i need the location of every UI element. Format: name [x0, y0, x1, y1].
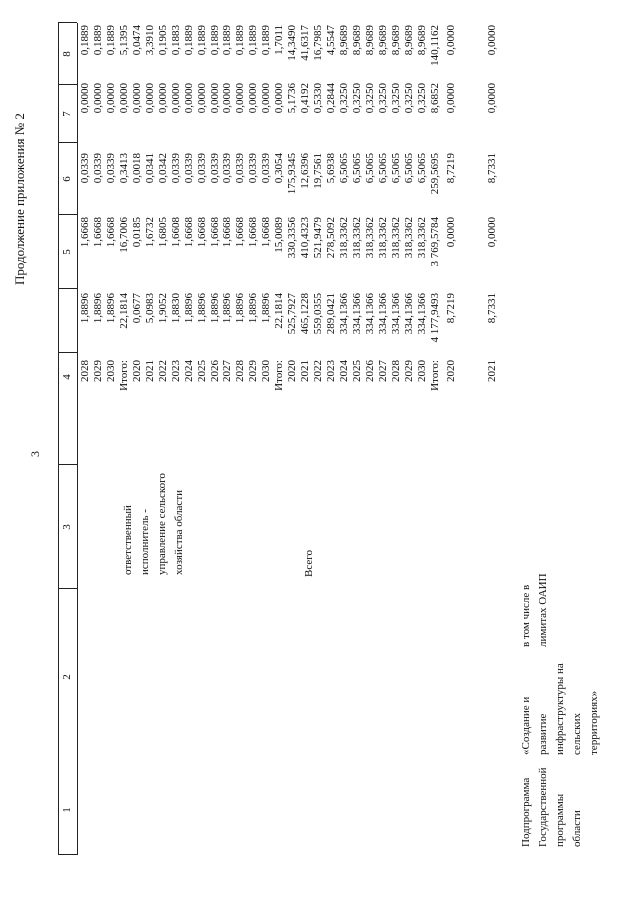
total-label: Всего	[303, 550, 315, 577]
value-cell-c8: 0,1889	[182, 25, 195, 56]
value-cell-c4: 1,8896	[260, 293, 273, 324]
value-cell-c7: 0,3250	[350, 83, 363, 114]
value-cell-c5: 318,3362	[389, 217, 402, 259]
value-cell-c7: 0,3250	[402, 83, 415, 114]
value-cell-c6: 0,0339	[260, 153, 273, 184]
year-cell: 2021	[143, 360, 156, 382]
value-cell-c5: 1,6668	[104, 217, 117, 248]
header-bottom-border	[77, 23, 78, 855]
value-cell-c8: 0,0474	[130, 25, 143, 56]
value-cell-c7: 0,5330	[312, 83, 325, 114]
value-cell-c7: 0,0000	[195, 83, 208, 114]
value-cell-c7: 0,0000	[104, 83, 117, 114]
value-cell-c4: 334,1366	[376, 293, 389, 335]
value-cell-c7: 0,0000	[444, 83, 457, 114]
value-cell-c6: 0,0339	[234, 153, 247, 184]
value-cell-c4: 334,1366	[338, 293, 350, 335]
value-cell-c8: 0,1905	[156, 25, 169, 56]
value-cell-c8: 0,1889	[260, 25, 273, 56]
value-cell-c4: 5,0983	[143, 293, 156, 324]
value-cell-c8: 14,3490	[286, 25, 299, 61]
value-cell-c4: 22,1814	[117, 293, 130, 329]
value-cell-c5: 3 769,5784	[428, 217, 441, 267]
value-cell-c4: 465,1228	[299, 293, 312, 335]
value-cell-c4: 0,0677	[130, 293, 143, 324]
column-number-7: 7	[61, 111, 73, 117]
value-cell-c7: 0,3250	[338, 83, 350, 114]
year-cell: Итого:	[428, 360, 441, 391]
value-cell-c5: 1,6668	[234, 217, 247, 248]
column-number-6: 6	[61, 176, 73, 182]
value-cell-c6: 0,0018	[130, 153, 143, 184]
year-cell: 2025	[350, 360, 363, 382]
value-cell-c5: 1,6732	[143, 217, 156, 248]
value-cell-c6: 6,5065	[415, 153, 428, 184]
value-cell-c5: 318,3362	[415, 217, 428, 259]
year-cell: 2024	[182, 360, 195, 382]
subprogram-label: Подпрограмма Государственной программы области	[520, 767, 583, 847]
value-cell-c5: 1,6668	[182, 217, 195, 248]
value-cell-c8: 8,9689	[415, 25, 428, 56]
table-row	[144, 23, 156, 855]
value-cell-c7: 0,0000	[221, 83, 234, 114]
year-cell: 2020	[444, 360, 457, 382]
value-cell-c4: 334,1366	[415, 293, 428, 335]
table-top-border	[58, 23, 59, 855]
value-cell-c7: 0,3250	[376, 83, 389, 114]
value-cell-c8: 5,1395	[117, 25, 130, 56]
column-number-1: 1	[61, 807, 73, 813]
value-cell-c7: 0,0000	[234, 83, 247, 114]
year-cell: 2024	[338, 360, 350, 382]
year-cell: 2026	[208, 360, 221, 382]
value-cell-c7: 0,0000	[208, 83, 221, 114]
value-cell-c8: 8,9689	[363, 25, 376, 56]
value-cell-c7: 0,0000	[169, 83, 182, 114]
value-cell-c7: 0,0000	[485, 83, 498, 114]
value-cell-c4: 1,8896	[208, 293, 221, 324]
value-cell-c6: 12,6396	[299, 153, 312, 189]
value-cell-c8: 0,0000	[485, 25, 498, 56]
value-cell-c7: 0,0000	[182, 83, 195, 114]
value-cell-c6: 8,7219	[444, 153, 457, 184]
year-cell: 2021	[299, 360, 312, 382]
value-cell-c6: 0,3413	[117, 153, 130, 184]
subprogram-name: «Создание и развитие инфраструктуры на сельских территориях»	[520, 663, 600, 755]
value-cell-c4: 4 177,9493	[428, 293, 441, 343]
value-cell-c7: 0,3250	[363, 83, 376, 114]
year-cell: 2025	[195, 360, 208, 382]
value-cell-c6: 6,5065	[350, 153, 363, 184]
year-cell: 2027	[376, 360, 389, 382]
table-row	[234, 23, 246, 855]
value-cell-c6: 0,0339	[182, 153, 195, 184]
value-cell-c7: 0,3250	[415, 83, 428, 114]
table-row	[416, 23, 428, 855]
value-cell-c7: 0,0000	[79, 83, 91, 114]
value-cell-c6: 0,0339	[169, 153, 182, 184]
year-cell: 2028	[79, 360, 91, 382]
value-cell-c8: 0,1889	[234, 25, 247, 56]
responsible-executor: ответственный исполнитель - управление сельского хозяйства области	[122, 473, 185, 575]
value-cell-c6: 0,0341	[143, 153, 156, 184]
table-row	[338, 23, 350, 855]
value-cell-c7: 0,0000	[247, 83, 260, 114]
year-cell: 2021	[485, 360, 498, 382]
value-cell-c8: 8,9689	[389, 25, 402, 56]
value-cell-c6: 0,3054	[273, 153, 286, 184]
value-cell-c8: 8,9689	[402, 25, 415, 56]
value-cell-c5: 318,3362	[402, 217, 415, 259]
value-cell-c5: 318,3362	[363, 217, 376, 259]
table-row	[486, 23, 498, 855]
value-cell-c4: 1,8830	[169, 293, 182, 324]
year-cell: 2030	[260, 360, 273, 382]
value-cell-c5: 0,0185	[130, 217, 143, 248]
value-cell-c7: 0,0000	[273, 83, 286, 114]
value-cell-c5: 1,6805	[156, 217, 169, 248]
value-cell-c4: 334,1366	[350, 293, 363, 335]
year-cell: 2023	[169, 360, 182, 382]
table-row	[170, 23, 182, 855]
value-cell-c4: 289,0421	[325, 293, 338, 335]
year-cell: 2028	[389, 360, 402, 382]
value-cell-c6: 0,0339	[208, 153, 221, 184]
value-cell-c5: 1,6608	[169, 217, 182, 248]
value-cell-c4: 1,8896	[182, 293, 195, 324]
value-cell-c7: 5,1736	[286, 83, 299, 114]
value-cell-c5: 410,4323	[299, 217, 312, 259]
table-row	[429, 23, 441, 855]
value-cell-c4: 1,9052	[156, 293, 169, 324]
table-row	[351, 23, 363, 855]
value-cell-c6: 6,5065	[402, 153, 415, 184]
value-cell-c8: 4,5547	[325, 25, 338, 56]
page-header: Продолжение приложения № 2	[12, 113, 27, 285]
value-cell-c6: 19,7561	[312, 153, 325, 189]
value-cell-c6: 5,6938	[325, 153, 338, 184]
value-cell-c4: 1,8896	[79, 293, 91, 324]
value-cell-c7: 0,0000	[260, 83, 273, 114]
value-cell-c4: 1,8896	[234, 293, 247, 324]
table-row	[273, 23, 285, 855]
table-row	[221, 23, 233, 855]
value-cell-c5: 1,6668	[221, 217, 234, 248]
value-cell-c6: 6,5065	[363, 153, 376, 184]
year-cell: 2030	[415, 360, 428, 382]
year-cell: Итого:	[117, 360, 130, 391]
value-cell-c5: 1,6668	[91, 217, 104, 248]
table-row	[390, 23, 402, 855]
table-row	[79, 23, 91, 855]
year-cell: 2029	[247, 360, 260, 382]
value-cell-c6: 6,5065	[376, 153, 389, 184]
value-cell-c5: 0,0000	[444, 217, 457, 248]
value-cell-c5: 1,6668	[247, 217, 260, 248]
value-cell-c5: 15,0089	[273, 217, 286, 253]
table-row	[312, 23, 324, 855]
value-cell-c5: 318,3362	[376, 217, 389, 259]
value-cell-c7: 0,0000	[117, 83, 130, 114]
value-cell-c4: 334,1366	[363, 293, 376, 335]
table-row	[260, 23, 272, 855]
budget-table	[58, 23, 600, 855]
year-cell: 2029	[91, 360, 104, 382]
value-cell-c8: 0,1889	[221, 25, 234, 56]
value-cell-c5: 1,6668	[195, 217, 208, 248]
value-cell-c8: 0,1889	[79, 25, 91, 56]
value-cell-c7: 8,6852	[428, 83, 441, 114]
value-cell-c6: 0,0339	[104, 153, 117, 184]
value-cell-c7: 0,0000	[143, 83, 156, 114]
table-row	[299, 23, 311, 855]
value-cell-c6: 0,0339	[91, 153, 104, 184]
year-cell: 2020	[130, 360, 143, 382]
value-cell-c8: 0,1889	[91, 25, 104, 56]
value-cell-c8: 8,9689	[338, 25, 350, 56]
table-row	[445, 23, 457, 855]
value-cell-c5: 1,6668	[260, 217, 273, 248]
value-cell-c8: 8,9689	[350, 25, 363, 56]
column-number-3: 3	[61, 524, 73, 530]
page-number: 3	[28, 451, 42, 457]
value-cell-c6: 6,5065	[338, 153, 350, 184]
column-number-8: 8	[61, 51, 73, 57]
value-cell-c7: 0,0000	[156, 83, 169, 114]
value-cell-c5: 1,6668	[208, 217, 221, 248]
year-cell: 2022	[312, 360, 325, 382]
value-cell-c6: 0,0339	[195, 153, 208, 184]
table-row	[183, 23, 195, 855]
value-cell-c8: 0,1889	[208, 25, 221, 56]
table-row	[364, 23, 376, 855]
value-cell-c6: 0,0342	[156, 153, 169, 184]
table-row	[105, 23, 117, 855]
value-cell-c5: 278,5092	[325, 217, 338, 259]
value-cell-c5: 16,7006	[117, 217, 130, 253]
value-cell-c5: 521,9479	[312, 217, 325, 259]
year-cell: 2030	[104, 360, 117, 382]
column-number-4: 4	[61, 374, 73, 380]
value-cell-c7: 0,4192	[299, 83, 312, 114]
value-cell-c7: 0,3250	[389, 83, 402, 114]
value-cell-c4: 22,1814	[273, 293, 286, 329]
column-number-2: 2	[61, 674, 73, 680]
table-row	[286, 23, 298, 855]
value-cell-c4: 1,8896	[247, 293, 260, 324]
year-cell: 2026	[363, 360, 376, 382]
year-cell: 2029	[402, 360, 415, 382]
value-cell-c8: 0,1883	[169, 25, 182, 56]
value-cell-c4: 8,7331	[485, 293, 498, 324]
value-cell-c8: 1,7011	[273, 25, 286, 55]
table-row	[196, 23, 208, 855]
value-cell-c4: 1,8896	[195, 293, 208, 324]
value-cell-c4: 559,0355	[312, 293, 325, 335]
year-cell: 2023	[325, 360, 338, 382]
table-row	[118, 23, 130, 855]
value-cell-c5: 318,3362	[350, 217, 363, 259]
table-row	[403, 23, 415, 855]
table-row	[325, 23, 337, 855]
value-cell-c5: 318,3362	[338, 217, 350, 259]
value-cell-c5: 1,6668	[79, 217, 91, 248]
value-cell-c7: 0,0000	[130, 83, 143, 114]
value-cell-c4: 525,7927	[286, 293, 299, 335]
table-row	[377, 23, 389, 855]
value-cell-c6: 8,7331	[485, 153, 498, 184]
value-cell-c8: 0,1889	[247, 25, 260, 56]
value-cell-c8: 41,6317	[299, 25, 312, 61]
value-cell-c8: 0,1889	[104, 25, 117, 56]
within-limits-label: в том числе в лимитах ОАИП	[520, 573, 549, 647]
table-row	[92, 23, 104, 855]
table-row	[157, 23, 169, 855]
year-cell: 2027	[221, 360, 234, 382]
value-cell-c4: 334,1366	[389, 293, 402, 335]
value-cell-c6: 0,0339	[79, 153, 91, 184]
year-cell: Итого:	[273, 360, 286, 391]
value-cell-c7: 0,2844	[325, 83, 338, 114]
value-cell-c4: 334,1366	[402, 293, 415, 335]
value-cell-c4: 1,8896	[91, 293, 104, 324]
table-row	[209, 23, 221, 855]
value-cell-c8: 0,0000	[444, 25, 457, 56]
value-cell-c6: 0,0339	[221, 153, 234, 184]
value-cell-c7: 0,0000	[91, 83, 104, 114]
year-cell: 2022	[156, 360, 169, 382]
value-cell-c4: 1,8896	[221, 293, 234, 324]
value-cell-c4: 1,8896	[104, 293, 117, 324]
column-number-5: 5	[61, 249, 73, 255]
value-cell-c8: 16,7985	[312, 25, 325, 61]
value-cell-c8: 0,1889	[195, 25, 208, 56]
value-cell-c5: 330,3356	[286, 217, 299, 259]
value-cell-c6: 6,5065	[389, 153, 402, 184]
value-cell-c8: 8,9689	[376, 25, 389, 56]
year-cell: 2020	[286, 360, 299, 382]
value-cell-c6: 0,0339	[247, 153, 260, 184]
table-row	[131, 23, 143, 855]
value-cell-c8: 3,3910	[143, 25, 156, 56]
table-row	[247, 23, 259, 855]
value-cell-c6: 259,5695	[428, 153, 441, 195]
value-cell-c6: 175,9345	[286, 153, 299, 195]
value-cell-c4: 8,7219	[444, 293, 457, 324]
value-cell-c8: 140,1162	[428, 25, 441, 66]
year-cell: 2028	[234, 360, 247, 382]
value-cell-c5: 0,0000	[485, 217, 498, 248]
